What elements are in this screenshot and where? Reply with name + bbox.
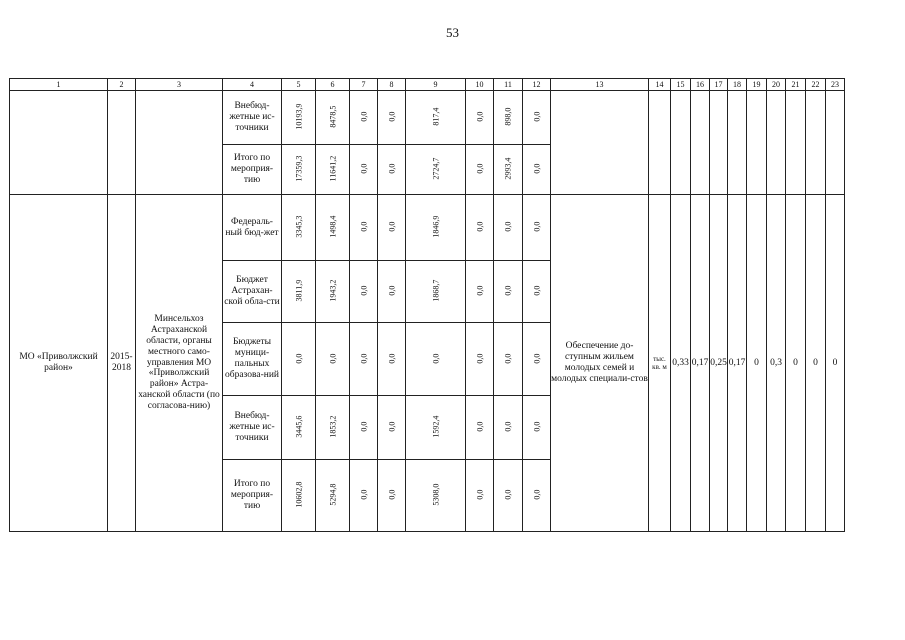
value-cell — [466, 195, 494, 261]
empty-cell — [108, 91, 136, 195]
column-header: 22 — [806, 79, 826, 91]
value-text: 0,0 — [474, 163, 484, 174]
column-header: 8 — [378, 79, 406, 91]
value-cell — [466, 261, 494, 323]
value-text: 3811,9 — [293, 279, 303, 302]
value-text: 817,4 — [430, 107, 440, 126]
empty-cell — [806, 91, 826, 195]
value-cell — [466, 323, 494, 396]
column-header: 18 — [728, 79, 747, 91]
value-cell — [282, 396, 316, 460]
value-cell — [350, 323, 378, 396]
value-text: 0,0 — [531, 285, 541, 296]
value-text: 0,0 — [358, 111, 368, 122]
value-text: 0,0 — [474, 111, 484, 122]
column-header: 19 — [747, 79, 767, 91]
value-text: 1943,2 — [327, 279, 337, 302]
value-text: 0,0 — [386, 421, 396, 432]
column-header: 9 — [406, 79, 466, 91]
value-cell — [282, 460, 316, 532]
value-text: 0,0 — [474, 421, 484, 432]
column-header: 23 — [826, 79, 845, 91]
empty-cell — [671, 91, 691, 195]
value-text: 0,0 — [531, 221, 541, 232]
goal-cell: Обеспечение до-ступным жильем молодых семей и молодых специали-стов — [551, 195, 649, 532]
value-text: 5308,0 — [430, 483, 440, 506]
source-cell: Бюджет Астрахан-ской обла-сти — [223, 261, 282, 323]
value-cell — [316, 396, 350, 460]
value-text: 0,0 — [503, 353, 513, 364]
value-text: 0,0 — [531, 111, 541, 122]
value-cell — [466, 91, 494, 145]
value-text: 0,0 — [358, 353, 368, 364]
page-number: 53 — [446, 25, 459, 40]
column-header: 16 — [691, 79, 710, 91]
column-header: 17 — [710, 79, 728, 91]
value-cell — [378, 396, 406, 460]
value-cell — [282, 145, 316, 195]
value-text: 0,0 — [503, 489, 513, 500]
value-cell — [494, 396, 523, 460]
empty-cell — [826, 91, 845, 195]
value-text: 0,0 — [358, 421, 368, 432]
value-text: 0,0 — [386, 489, 396, 500]
value-text: 0,0 — [531, 421, 541, 432]
value-cell — [350, 145, 378, 195]
value-cell — [282, 195, 316, 261]
value-cell — [350, 261, 378, 323]
value-cell — [523, 323, 551, 396]
value-cell — [316, 261, 350, 323]
value-text: 0,0 — [474, 285, 484, 296]
value-cell — [494, 91, 523, 145]
value-text: 0,0 — [293, 353, 303, 364]
value-cell — [494, 195, 523, 261]
value-cell — [282, 261, 316, 323]
empty-cell — [767, 91, 786, 195]
value-text: 11641,2 — [327, 155, 337, 182]
column-header: 12 — [523, 79, 551, 91]
value-text: 0,0 — [358, 285, 368, 296]
value-text: 0,0 — [503, 421, 513, 432]
empty-cell — [710, 91, 728, 195]
value-cell — [466, 460, 494, 532]
empty-cell — [691, 91, 710, 195]
value-text: 0,0 — [474, 353, 484, 364]
value-text: 17359,3 — [293, 155, 303, 182]
value-cell — [378, 261, 406, 323]
value-text: 0,0 — [386, 353, 396, 364]
value-text: 1592,4 — [430, 415, 440, 438]
empty-cell — [747, 91, 767, 195]
value-text: 0,0 — [474, 221, 484, 232]
indicator-cell: 0,17 — [691, 195, 710, 532]
value-text: 1846,9 — [430, 215, 440, 238]
empty-cell — [649, 91, 671, 195]
value-cell — [378, 91, 406, 145]
value-cell — [406, 261, 466, 323]
column-header: 6 — [316, 79, 350, 91]
value-cell — [523, 261, 551, 323]
value-text: 0,0 — [386, 221, 396, 232]
column-header: 4 — [223, 79, 282, 91]
empty-cell — [786, 91, 806, 195]
value-cell — [316, 91, 350, 145]
unit-cell: тыс. кв. м — [649, 195, 671, 532]
value-cell — [350, 195, 378, 261]
value-text: 898,0 — [503, 107, 513, 126]
value-text: 8478,5 — [327, 105, 337, 128]
value-cell — [406, 195, 466, 261]
value-cell — [316, 460, 350, 532]
column-header: 11 — [494, 79, 523, 91]
value-text: 0,0 — [531, 353, 541, 364]
empty-cell — [136, 91, 223, 195]
value-cell — [350, 91, 378, 145]
value-text: 0,0 — [358, 489, 368, 500]
value-cell — [316, 323, 350, 396]
value-cell — [378, 145, 406, 195]
value-text: 1868,7 — [430, 279, 440, 302]
source-cell: Итого по мероприя-тию — [223, 460, 282, 532]
value-cell — [316, 145, 350, 195]
value-cell — [466, 396, 494, 460]
value-text: 0,0 — [531, 163, 541, 174]
value-cell — [350, 396, 378, 460]
source-cell: Бюджеты муници-пальных образова-ний — [223, 323, 282, 396]
indicator-cell: 0,25 — [710, 195, 728, 532]
value-text: 0,0 — [430, 353, 440, 364]
value-text: 0,0 — [503, 285, 513, 296]
value-cell — [494, 460, 523, 532]
value-text: 5294,8 — [327, 483, 337, 506]
value-text: 0,0 — [358, 163, 368, 174]
value-cell — [378, 195, 406, 261]
value-text: 0,0 — [503, 221, 513, 232]
value-text: 0,0 — [386, 111, 396, 122]
value-cell — [466, 145, 494, 195]
value-text: 0,0 — [386, 163, 396, 174]
value-cell — [406, 396, 466, 460]
column-header: 20 — [767, 79, 786, 91]
value-text: 0,0 — [358, 221, 368, 232]
value-text: 0,0 — [531, 489, 541, 500]
value-cell — [523, 460, 551, 532]
column-header: 10 — [466, 79, 494, 91]
value-cell — [494, 145, 523, 195]
indicator-cell: 0 — [747, 195, 767, 532]
value-cell — [494, 323, 523, 396]
source-cell: Внебюд-жетные ис-точники — [223, 91, 282, 145]
value-cell — [282, 91, 316, 145]
source-cell: Федераль-ный бюд-жет — [223, 195, 282, 261]
value-cell — [523, 195, 551, 261]
value-text: 10193,9 — [293, 103, 303, 130]
value-text: 2724,7 — [430, 157, 440, 180]
empty-cell — [10, 91, 108, 195]
column-header: 15 — [671, 79, 691, 91]
indicator-cell: 0 — [826, 195, 845, 532]
indicator-cell: 0,33 — [671, 195, 691, 532]
value-cell — [523, 91, 551, 145]
column-header: 7 — [350, 79, 378, 91]
value-cell — [406, 91, 466, 145]
municipality-cell: МО «Приволжский район» — [10, 195, 108, 532]
column-header: 21 — [786, 79, 806, 91]
source-cell: Итого по мероприя-тию — [223, 145, 282, 195]
value-cell — [378, 323, 406, 396]
column-header: 14 — [649, 79, 671, 91]
value-cell — [316, 195, 350, 261]
column-header: 5 — [282, 79, 316, 91]
period-cell: 2015-2018 — [108, 195, 136, 532]
value-cell — [494, 261, 523, 323]
budget-table — [9, 78, 845, 532]
value-cell — [378, 460, 406, 532]
value-cell — [406, 145, 466, 195]
value-cell — [282, 323, 316, 396]
indicator-cell: 0 — [806, 195, 826, 532]
value-text: 0,0 — [327, 353, 337, 364]
value-text: 1853,2 — [327, 415, 337, 438]
column-header: 1 — [10, 79, 108, 91]
indicator-cell: 0,17 — [728, 195, 747, 532]
indicator-cell: 0 — [786, 195, 806, 532]
value-cell — [406, 460, 466, 532]
value-text: 3445,6 — [293, 415, 303, 438]
value-cell — [406, 323, 466, 396]
value-cell — [523, 396, 551, 460]
value-text: 1498,4 — [327, 215, 337, 238]
column-header: 3 — [136, 79, 223, 91]
value-text: 2993,4 — [503, 157, 513, 180]
column-header: 13 — [551, 79, 649, 91]
empty-cell — [728, 91, 747, 195]
value-text: 10602,8 — [293, 481, 303, 508]
column-header: 2 — [108, 79, 136, 91]
value-text: 0,0 — [386, 285, 396, 296]
empty-cell — [551, 91, 649, 195]
value-cell — [523, 145, 551, 195]
value-text: 0,0 — [474, 489, 484, 500]
executor-cell: Минсельхоз Астраханской области, органы местного само-управления МО «Приволжский район» Астра-ханской области (по согласова-нию) — [136, 195, 223, 532]
value-text: 3345,3 — [293, 215, 303, 238]
indicator-cell: 0,3 — [767, 195, 786, 532]
source-cell: Внебюд-жетные ис-точники — [223, 396, 282, 460]
value-cell — [350, 460, 378, 532]
